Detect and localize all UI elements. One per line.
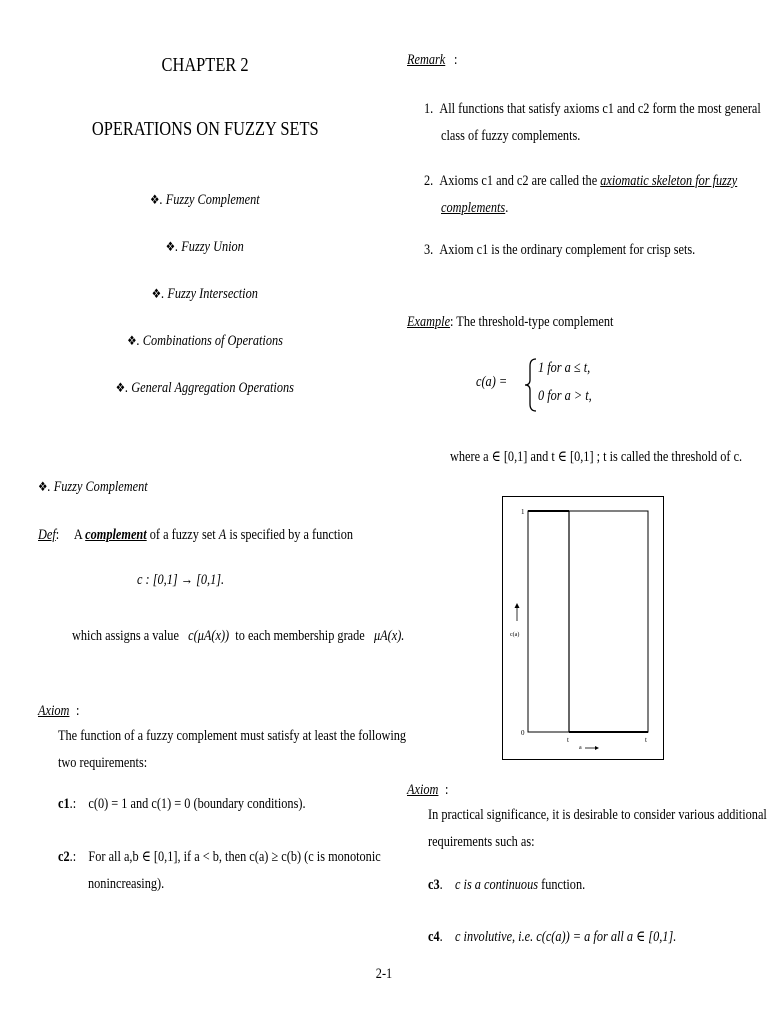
remark-item-2: 2. Axioms c1 and c2 are called the axiomatic skeleton for fuzzy complements. (424, 173, 738, 216)
toc-item: ❖. Combinations of Operations (127, 333, 283, 349)
figure-y-label: c(a) (510, 632, 520, 638)
figure-x-left: t (567, 736, 569, 744)
figure-y-bottom: 0 (521, 729, 525, 737)
figure-x-right: t (645, 736, 647, 744)
where-line: where a ∈ [0,1] and t ∈ [0,1] ; t is called the threshold of c. (450, 449, 743, 465)
diamond-bullet-icon: ❖ (151, 286, 162, 301)
diamond-bullet-icon: ❖ (127, 333, 137, 348)
chapter-label: CHAPTER 2 (161, 54, 249, 76)
assigns-line: which assigns a value c(μA(x)) to each membership grade μA(x). (72, 628, 405, 644)
axiom-c2: c2.: For all a,b ∈ [0,1], if a < b, then c(a) ≥ c(b) (c is monotonic nonincreasing). (58, 849, 381, 892)
brace-icon (524, 358, 538, 412)
toc-item: ❖. General Aggregation Operations (115, 380, 295, 396)
figure-x-label: a (579, 745, 582, 751)
axiom-c3: c3. c is a continuous function. (428, 877, 586, 893)
toc-list (0, 192, 410, 427)
diamond-bullet-icon: ❖ (165, 239, 176, 254)
diamond-bullet-icon: ❖ (38, 479, 48, 494)
example-line: Example: The threshold-type complement (407, 314, 614, 330)
remark-item-1: 1. All functions that satisfy axioms c1 and c2 form the most general class of fuzzy complements. (424, 101, 761, 144)
toc-item: ❖. Fuzzy Union (165, 239, 245, 255)
figure-y-top: 1 (521, 508, 525, 516)
chapter-title: OPERATIONS ON FUZZY SETS (91, 118, 319, 140)
page-number: 2-1 (375, 966, 393, 982)
threshold-figure (502, 496, 664, 760)
diamond-bullet-icon: ❖ (115, 380, 126, 395)
figure-plot (528, 511, 648, 732)
axiom-label-left: Axiom : (38, 703, 80, 719)
definition: Def: A complement of a fuzzy set A is specified by a function (38, 527, 353, 543)
axiom-label-right: Axiom : (407, 782, 449, 798)
piecewise-formula: c(a) = 1 for a ≤ t, 0 for a > t, (476, 356, 616, 416)
section-heading: ❖. Fuzzy Complement (38, 479, 148, 495)
toc-item: ❖. Fuzzy Intersection (151, 286, 259, 302)
remark-item-3: 3. Axiom c1 is the ordinary complement for crisp sets. (424, 242, 696, 258)
remark-label: Remark : (407, 52, 458, 68)
axiom-c4: c4. c involutive, i.e. c(c(a)) = a for all a ∈ [0,1]. (428, 929, 677, 945)
axiom-c1: c1.: c(0) = 1 and c(1) = 0 (boundary conditions). (58, 796, 306, 812)
definition-formula: c : [0,1] → [0,1]. (137, 572, 225, 588)
axiom-text-left: The function of a fuzzy complement must satisfy at least the following two requirements: (58, 728, 407, 771)
axiom-text-right: In practical significance, it is desirable to consider various additional requirements such as: (428, 807, 767, 850)
toc-item: ❖. Fuzzy Complement (150, 192, 260, 208)
diamond-bullet-icon: ❖ (150, 192, 160, 207)
